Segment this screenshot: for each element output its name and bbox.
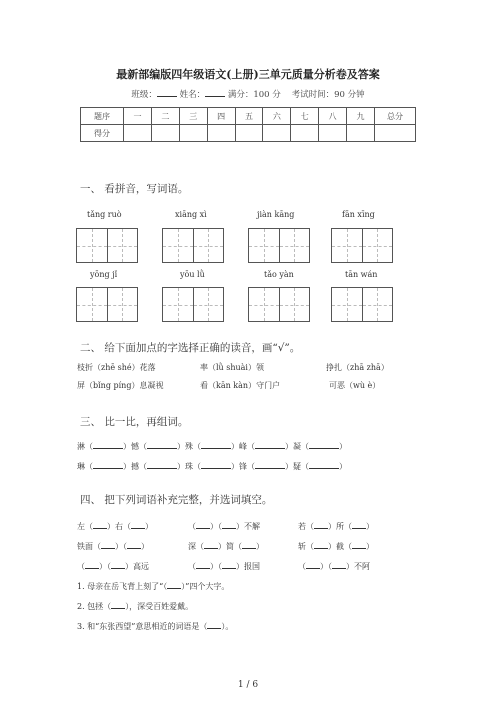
idiom-item [77,520,153,532]
writing-grid[interactable] [331,228,393,263]
writing-grid[interactable] [162,287,224,322]
score-header-cell: 总分 [375,108,416,125]
score-cell[interactable] [375,125,416,142]
score-header-cell: 二 [151,108,179,125]
score-cell[interactable] [124,125,152,142]
score-header-cell: 一 [124,108,152,125]
idiom-text: （ [188,562,196,571]
char-label: ）锋（ [231,462,255,471]
idiom-text: （ [298,562,306,571]
answer-blank[interactable] [147,440,177,449]
answer-blank[interactable] [207,620,221,629]
reading-option[interactable]: 可恶（wù è） [329,381,381,390]
answer-blank[interactable] [306,560,320,569]
score-header-cell: 六 [263,108,291,125]
writing-grid[interactable] [331,287,393,322]
answer-blank[interactable] [255,460,285,469]
idiom-text: ）（ [320,562,332,571]
score-cell[interactable] [347,125,375,142]
idiom-text: （ [77,562,85,571]
question-text: ）”四个大字。 [181,582,230,591]
answer-blank[interactable] [167,580,181,589]
char-label: ）峰（ [231,442,255,451]
score-header-cell: 四 [207,108,235,125]
answer-blank[interactable] [93,460,123,469]
fill-question [77,620,233,632]
score-cell[interactable] [319,125,347,142]
char-label: ）憾（ [123,442,147,451]
idiom-item [298,560,370,572]
score-row-label: 得分 [81,125,124,142]
score-cell[interactable] [151,125,179,142]
idiom-text: ）右（ [107,522,131,531]
answer-blank[interactable] [111,560,125,569]
score-header-row [81,108,416,125]
page-title: 最新部编版四年级语文(上册)三单元质量分析卷及答案 [116,68,380,81]
idiom-text: ）（ [115,542,127,551]
pinyin: tǎng ruò [87,210,122,219]
score-header-cell: 题序 [81,108,124,125]
exam-time: 考试时间：90 分钟 [291,90,365,100]
answer-blank[interactable] [309,460,339,469]
writing-grid[interactable] [248,228,310,263]
char-label: 琳（ [77,462,93,471]
idiom-text: ） [141,542,149,551]
section-1-heading: 一、 看拼音，写词语。 [80,183,189,195]
answer-blank[interactable] [332,560,346,569]
idiom-text: 斩（ [298,542,314,551]
answer-blank[interactable] [111,600,125,609]
question-text: 1. 母亲在岳飞背上刻了“（ [77,582,168,591]
question-text: 2. 包拯（ [77,602,112,611]
idiom-text: ） [366,522,374,531]
score-header-cell: 九 [347,108,375,125]
idiom-text: ） [366,542,374,551]
idiom-item [188,520,260,532]
answer-blank[interactable] [196,520,210,529]
idiom-item [298,540,374,552]
pinyin: yōu lǜ [180,270,205,279]
question-text: ），深受百姓爱戴。 [125,602,194,611]
name-label: 姓名： [179,90,206,100]
answer-blank[interactable] [93,520,107,529]
answer-blank[interactable] [222,560,236,569]
writing-grid[interactable] [76,287,138,322]
idiom-text: 左（ [77,522,93,531]
score-cell[interactable] [291,125,319,142]
score-cell[interactable] [235,125,263,142]
writing-grid[interactable] [162,228,224,263]
score-header-cell: 七 [291,108,319,125]
idiom-text: ） [256,542,264,551]
idiom-item [188,560,260,572]
answer-blank[interactable] [314,540,328,549]
score-row [81,125,416,142]
answer-blank[interactable] [201,460,231,469]
answer-blank[interactable] [314,520,328,529]
question-text: ）。 [221,622,234,631]
section-4-heading: 四、 把下列词语补充完整，并选词填空。 [80,494,273,506]
idiom-text: 若（ [298,522,314,531]
idiom-text: ）（ [210,562,222,571]
idiom-text: ）不解 [236,522,260,531]
char-label: ）凝（ [285,442,309,451]
idiom-text: （ [188,522,196,531]
char-label: 淋（ [77,442,93,451]
idiom-item [188,540,264,552]
pinyin: xiāng xì [175,210,207,219]
idiom-text: 深（ [188,542,204,551]
answer-blank[interactable] [204,540,218,549]
pinyin: fān xīng [342,210,375,219]
score-header-cell: 三 [179,108,207,125]
score-header-cell: 八 [319,108,347,125]
pinyin: jiàn kāng [257,210,295,219]
char-label: ）疑（ [285,462,309,471]
score-cell[interactable] [207,125,235,142]
writing-grid[interactable] [248,287,310,322]
reading-option[interactable]: 看（kān kàn）守门户 [200,381,281,390]
reading-option[interactable]: 率（lǜ shuài）领 [200,363,264,372]
char-label: ）殊（ [177,442,201,451]
answer-blank[interactable] [309,440,339,449]
page-number: 1 / 6 [237,680,259,690]
answer-blank[interactable] [147,460,177,469]
char-label: ）撼（ [123,462,147,471]
full-score: 满分：100 分 [227,90,281,100]
idiom-text: ）简（ [218,542,242,551]
char-label: ）珠（ [177,462,201,471]
idiom-item [77,540,149,552]
idiom-text: 铁面（ [77,542,101,551]
idiom-item [298,520,374,532]
char-label: ） [339,442,347,451]
section-2-heading: 二、 给下面加点的字选择正确的读音，画“√”。 [80,342,301,354]
reading-option[interactable]: 屏（bǐng píng）息凝视 [77,381,164,390]
answer-blank[interactable] [352,540,366,549]
class-label: 班级： [131,90,157,100]
answer-blank[interactable] [85,560,99,569]
compare-line-2 [77,460,347,472]
idiom-text: ）截（ [328,542,352,551]
fill-question [77,600,193,612]
answer-blank[interactable] [101,540,115,549]
idiom-text: ）报国 [236,562,260,571]
idiom-text: ）高远 [125,562,149,571]
exam-info [0,87,496,100]
idiom-text: ）所（ [328,522,352,531]
compare-line-1 [77,440,347,452]
score-cell[interactable] [263,125,291,142]
answer-blank[interactable] [196,560,210,569]
idiom-text: ）（ [210,522,222,531]
answer-blank[interactable] [222,520,236,529]
answer-blank[interactable] [352,520,366,529]
answer-blank[interactable] [201,440,231,449]
char-label: ） [339,462,347,471]
pinyin: yōng jǐ [90,270,118,279]
name-blank [205,87,225,97]
fill-question [77,580,229,592]
pinyin: tān wán [345,270,378,279]
score-table [80,107,416,142]
section-3-heading: 三、 比一比，再组词。 [80,416,189,428]
score-cell[interactable] [179,125,207,142]
idiom-text: ）（ [99,562,111,571]
answer-blank[interactable] [93,440,123,449]
score-header-cell: 五 [235,108,263,125]
writing-grid[interactable] [76,228,138,263]
answer-blank[interactable] [255,440,285,449]
question-text: 3. 和“东张西望”意思相近的词语是（ [77,622,208,631]
reading-option[interactable]: 枝折（zhē shé）花落 [77,363,156,372]
idiom-item [77,560,149,572]
answer-blank[interactable] [242,540,256,549]
class-blank [157,87,177,97]
answer-blank[interactable] [127,540,141,549]
idiom-text: ）不阿 [346,562,370,571]
reading-option[interactable]: 挣扎（zhā zhā） [326,363,389,372]
idiom-text: ） [145,522,153,531]
answer-blank[interactable] [131,520,145,529]
pinyin: tǎo yàn [264,270,294,279]
